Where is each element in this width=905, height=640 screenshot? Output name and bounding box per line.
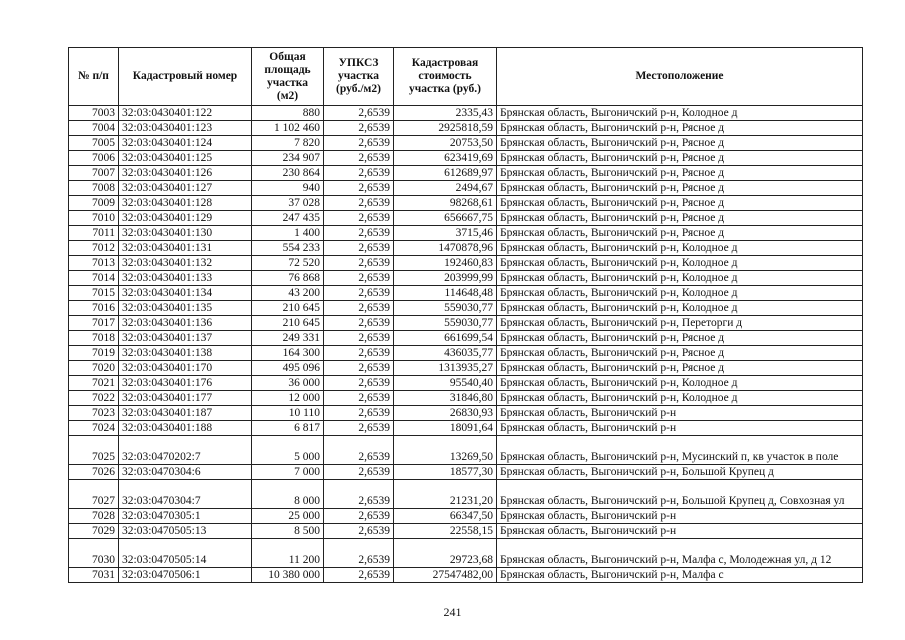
cell-cadastral-value: 26830,93 [394,406,497,421]
cell-upksz: 2,6539 [324,241,394,256]
cell-cadastral-number: 32:03:0470506:1 [119,568,252,583]
table-row [69,256,863,271]
header-location: Местоположение [497,48,863,106]
cell-num: 7022 [69,391,119,406]
cell-cadastral-value: 612689,97 [394,166,497,181]
table-row [69,121,863,136]
cell-location: Брянская область, Выгоничский р-н, Колодное д [497,376,863,391]
cell-area: 12 000 [252,391,324,406]
cell-cadastral-number: 32:03:0430401:177 [119,391,252,406]
table-row [69,539,863,568]
cadastral-table [68,47,863,583]
cell-area: 25 000 [252,509,324,524]
cell-upksz: 2,6539 [324,509,394,524]
cell-location: Брянская область, Выгоничский р-н, Колодное д [497,391,863,406]
cell-num: 7016 [69,301,119,316]
cell-area: 247 435 [252,211,324,226]
cell-cadastral-number: 32:03:0430401:127 [119,181,252,196]
cell-cadastral-number: 32:03:0430401:188 [119,421,252,436]
table-row [69,480,863,509]
cell-upksz: 2,6539 [324,166,394,181]
cell-upksz: 2,6539 [324,181,394,196]
cell-cadastral-number: 32:03:0430401:124 [119,136,252,151]
cell-cadastral-number: 32:03:0430401:133 [119,271,252,286]
cell-num: 7013 [69,256,119,271]
cell-cadastral-number: 32:03:0430401:138 [119,346,252,361]
cell-location: Брянская область, Выгоничский р-н, Большой Крупец д, Совхозная ул [497,480,863,509]
cell-upksz: 2,6539 [324,480,394,509]
cell-num: 7010 [69,211,119,226]
cell-cadastral-value: 661699,54 [394,331,497,346]
cell-cadastral-value: 29723,68 [394,539,497,568]
cell-area: 940 [252,181,324,196]
table-row [69,376,863,391]
cell-location: Брянская область, Выгоничский р-н, Рясное д [497,151,863,166]
cell-cadastral-number: 32:03:0430401:132 [119,256,252,271]
cell-cadastral-value: 66347,50 [394,509,497,524]
cell-area: 880 [252,106,324,121]
cell-location: Брянская область, Выгоничский р-н, Колодное д [497,256,863,271]
cell-area: 554 233 [252,241,324,256]
cell-num: 7025 [69,436,119,465]
cell-cadastral-number: 32:03:0470304:7 [119,480,252,509]
page-number: 241 [443,605,462,619]
cell-upksz: 2,6539 [324,361,394,376]
cell-area: 210 645 [252,301,324,316]
table-row [69,106,863,121]
cell-area: 234 907 [252,151,324,166]
cell-num: 7028 [69,509,119,524]
cell-cadastral-value: 98268,61 [394,196,497,211]
cell-cadastral-value: 20753,50 [394,136,497,151]
cell-area: 37 028 [252,196,324,211]
cell-cadastral-value: 31846,80 [394,391,497,406]
cell-cadastral-value: 2925818,59 [394,121,497,136]
cell-location: Брянская область, Выгоничский р-н, Рясное д [497,361,863,376]
table-row [69,524,863,539]
cell-num: 7003 [69,106,119,121]
cell-upksz: 2,6539 [324,196,394,211]
table-row [69,436,863,465]
cell-cadastral-value: 436035,77 [394,346,497,361]
cell-cadastral-value: 623419,69 [394,151,497,166]
cell-upksz: 2,6539 [324,346,394,361]
table-row [69,301,863,316]
table-row [69,316,863,331]
cell-cadastral-value: 95540,40 [394,376,497,391]
cell-cadastral-number: 32:03:0430401:130 [119,226,252,241]
cell-upksz: 2,6539 [324,568,394,583]
cell-location: Брянская область, Выгоничский р-н, Колодное д [497,271,863,286]
cell-location: Брянская область, Выгоничский р-н [497,524,863,539]
cell-location: Брянская область, Выгоничский р-н [497,406,863,421]
cell-cadastral-value: 3715,46 [394,226,497,241]
table-header-row [69,48,863,106]
cell-cadastral-number: 32:03:0470305:1 [119,509,252,524]
cell-cadastral-number: 32:03:0430401:136 [119,316,252,331]
cell-cadastral-number: 32:03:0430401:137 [119,331,252,346]
cell-upksz: 2,6539 [324,465,394,480]
cell-cadastral-value: 2494,67 [394,181,497,196]
cell-num: 7009 [69,196,119,211]
cell-location: Брянская область, Выгоничский р-н, Рясное д [497,226,863,241]
cell-upksz: 2,6539 [324,421,394,436]
cell-cadastral-number: 32:03:0430401:122 [119,106,252,121]
header-cadastral-value: Кадастровая стоимость участка (руб.) [394,48,497,106]
cell-upksz: 2,6539 [324,436,394,465]
cell-location: Брянская область, Выгоничский р-н, Рясное д [497,121,863,136]
cell-upksz: 2,6539 [324,271,394,286]
cell-upksz: 2,6539 [324,406,394,421]
cell-num: 7006 [69,151,119,166]
cell-upksz: 2,6539 [324,331,394,346]
cell-upksz: 2,6539 [324,286,394,301]
cell-cadastral-number: 32:03:0470304:6 [119,465,252,480]
table-row [69,509,863,524]
table-row [69,346,863,361]
cell-location: Брянская область, Выгоничский р-н, Малфа с [497,568,863,583]
cadastral-table-container [68,47,863,583]
cell-upksz: 2,6539 [324,211,394,226]
cell-upksz: 2,6539 [324,121,394,136]
cell-upksz: 2,6539 [324,151,394,166]
cell-num: 7030 [69,539,119,568]
table-body [69,106,863,583]
cell-num: 7007 [69,166,119,181]
cell-cadastral-value: 192460,83 [394,256,497,271]
cell-cadastral-number: 32:03:0430401:126 [119,166,252,181]
cell-num: 7031 [69,568,119,583]
cell-area: 164 300 [252,346,324,361]
table-row [69,361,863,376]
cell-area: 5 000 [252,436,324,465]
table-row [69,241,863,256]
cell-area: 76 868 [252,271,324,286]
cell-cadastral-value: 559030,77 [394,301,497,316]
cell-upksz: 2,6539 [324,136,394,151]
cell-area: 72 520 [252,256,324,271]
header-cadastral-number: Кадастровый номер [119,48,252,106]
cell-cadastral-value: 18577,30 [394,465,497,480]
cell-cadastral-number: 32:03:0430401:131 [119,241,252,256]
cell-num: 7018 [69,331,119,346]
table-row [69,211,863,226]
cell-area: 1 400 [252,226,324,241]
cell-upksz: 2,6539 [324,301,394,316]
cell-area: 7 000 [252,465,324,480]
cell-num: 7008 [69,181,119,196]
cell-location: Брянская область, Выгоничский р-н, Рясное д [497,331,863,346]
table-row [69,406,863,421]
cell-cadastral-value: 656667,75 [394,211,497,226]
cell-cadastral-value: 559030,77 [394,316,497,331]
table-row [69,286,863,301]
cell-area: 43 200 [252,286,324,301]
cell-area: 210 645 [252,316,324,331]
cell-num: 7023 [69,406,119,421]
table-row [69,181,863,196]
cell-cadastral-value: 22558,15 [394,524,497,539]
header-num: № п/п [69,48,119,106]
cell-num: 7024 [69,421,119,436]
cell-cadastral-value: 203999,99 [394,271,497,286]
cell-num: 7005 [69,136,119,151]
cell-num: 7017 [69,316,119,331]
cell-num: 7004 [69,121,119,136]
cell-location: Брянская область, Выгоничский р-н, Рясное д [497,196,863,211]
cell-area: 1 102 460 [252,121,324,136]
cell-cadastral-value: 2335,43 [394,106,497,121]
cell-upksz: 2,6539 [324,316,394,331]
cell-num: 7012 [69,241,119,256]
cell-location: Брянская область, Выгоничский р-н, Рясное д [497,346,863,361]
cell-location: Брянская область, Выгоничский р-н, Малфа с, Молодежная ул, д 12 [497,539,863,568]
cell-upksz: 2,6539 [324,376,394,391]
table-row [69,151,863,166]
table-row [69,166,863,181]
cell-area: 8 000 [252,480,324,509]
cell-location: Брянская область, Выгоничский р-н, Колодное д [497,286,863,301]
cell-cadastral-number: 32:03:0430401:176 [119,376,252,391]
cell-cadastral-number: 32:03:0470505:14 [119,539,252,568]
header-area: Общая площадь участка (м2) [252,48,324,106]
cell-cadastral-value: 18091,64 [394,421,497,436]
cell-cadastral-number: 32:03:0430401:170 [119,361,252,376]
cell-area: 249 331 [252,331,324,346]
cell-cadastral-number: 32:03:0470505:13 [119,524,252,539]
cell-upksz: 2,6539 [324,226,394,241]
cell-area: 8 500 [252,524,324,539]
cell-location: Брянская область, Выгоничский р-н, Рясное д [497,211,863,226]
cell-area: 36 000 [252,376,324,391]
cell-num: 7029 [69,524,119,539]
cell-cadastral-number: 32:03:0430401:123 [119,121,252,136]
cell-num: 7015 [69,286,119,301]
cell-location: Брянская область, Выгоничский р-н, Переторги д [497,316,863,331]
cell-upksz: 2,6539 [324,539,394,568]
cell-location: Брянская область, Выгоничский р-н, Рясное д [497,181,863,196]
cell-location: Брянская область, Выгоничский р-н, Колодное д [497,301,863,316]
cell-num: 7026 [69,465,119,480]
cell-cadastral-value: 27547482,00 [394,568,497,583]
cell-upksz: 2,6539 [324,256,394,271]
cell-cadastral-number: 32:03:0430401:135 [119,301,252,316]
cell-cadastral-number: 32:03:0430401:134 [119,286,252,301]
cell-cadastral-value: 21231,20 [394,480,497,509]
cell-upksz: 2,6539 [324,524,394,539]
table-row [69,196,863,211]
cell-cadastral-number: 32:03:0470202:7 [119,436,252,465]
cell-cadastral-number: 32:03:0430401:128 [119,196,252,211]
cell-area: 6 817 [252,421,324,436]
cell-cadastral-number: 32:03:0430401:187 [119,406,252,421]
cell-cadastral-value: 114648,48 [394,286,497,301]
cell-num: 7019 [69,346,119,361]
cell-location: Брянская область, Выгоничский р-н, Колодное д [497,241,863,256]
cell-num: 7014 [69,271,119,286]
cell-num: 7020 [69,361,119,376]
table-row [69,136,863,151]
cell-num: 7027 [69,480,119,509]
cell-area: 495 096 [252,361,324,376]
cell-area: 7 820 [252,136,324,151]
cell-cadastral-value: 1470878,96 [394,241,497,256]
cell-location: Брянская область, Выгоничский р-н, Колодное д [497,106,863,121]
cell-cadastral-number: 32:03:0430401:129 [119,211,252,226]
cell-cadastral-value: 1313935,27 [394,361,497,376]
cell-cadastral-number: 32:03:0430401:125 [119,151,252,166]
table-row [69,568,863,583]
table-row [69,226,863,241]
cell-num: 7011 [69,226,119,241]
cell-upksz: 2,6539 [324,391,394,406]
cell-location: Брянская область, Выгоничский р-н, Рясное д [497,136,863,151]
cell-location: Брянская область, Выгоничский р-н [497,509,863,524]
table-row [69,421,863,436]
cell-upksz: 2,6539 [324,106,394,121]
cell-area: 230 864 [252,166,324,181]
header-upksz: УПКСЗ участка (руб./м2) [324,48,394,106]
table-row [69,271,863,286]
cell-cadastral-value: 13269,50 [394,436,497,465]
cell-area: 10 380 000 [252,568,324,583]
cell-location: Брянская область, Выгоничский р-н, Рясное д [497,166,863,181]
table-row [69,391,863,406]
table-row [69,331,863,346]
cell-area: 11 200 [252,539,324,568]
table-row [69,465,863,480]
cell-location: Брянская область, Выгоничский р-н, Большой Крупец д [497,465,863,480]
cell-area: 10 110 [252,406,324,421]
cell-location: Брянская область, Выгоничский р-н [497,421,863,436]
cell-num: 7021 [69,376,119,391]
cell-location: Брянская область, Выгоничский р-н, Мусинский п, кв участок в поле [497,436,863,465]
